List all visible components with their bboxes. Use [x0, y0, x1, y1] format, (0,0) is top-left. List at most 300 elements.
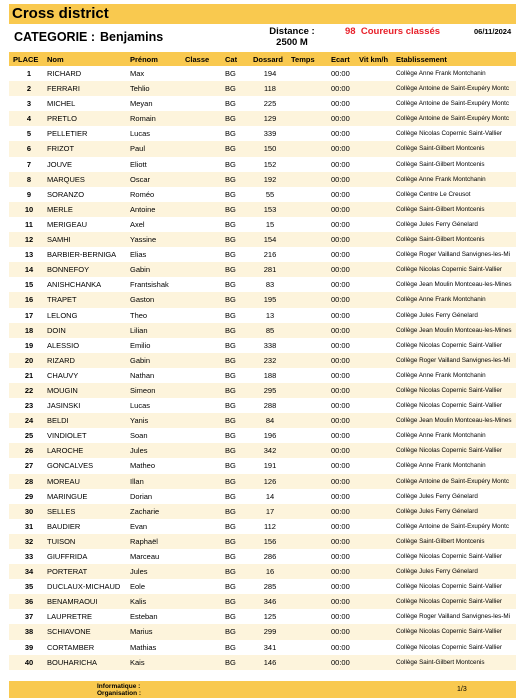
cell-ecart: 00:00 — [331, 99, 350, 109]
cell-nom: ANISHCHANKA — [47, 280, 102, 290]
cell-ecart: 00:00 — [331, 144, 350, 154]
cell-prenom: Eliott — [130, 159, 147, 169]
table-row — [9, 81, 516, 96]
table-row — [9, 262, 516, 277]
cell-cat: BG — [225, 461, 236, 471]
cell-nom: SCHIAVONE — [47, 627, 91, 637]
category-label: CATEGORIE : — [14, 30, 96, 44]
table-row — [9, 564, 516, 579]
cell-nom: MERLE — [47, 204, 73, 214]
cell-dossard: 191 — [263, 461, 277, 471]
cell-prenom: Paul — [130, 144, 146, 154]
cell-etab: Collège Anne Frank Montchanin — [396, 462, 486, 470]
cell-nom: VINDIOLET — [47, 431, 87, 441]
cell-dossard: 285 — [263, 582, 277, 592]
cell-cat: BG — [225, 521, 236, 531]
cell-etab: Collège Antoine de Saint-Exupéry Montc — [396, 477, 510, 485]
table-row — [9, 247, 516, 262]
cell-cat: BG — [225, 446, 236, 456]
cell-cat: BG — [225, 310, 236, 320]
cell-nom: BOUHARICHA — [47, 657, 98, 667]
cell-cat: BG — [225, 476, 236, 486]
cell-etab: Collège Saint-Gilbert Montcenis — [396, 160, 485, 168]
cell-prenom: Simeon — [130, 385, 156, 395]
cell-ecart: 00:00 — [331, 174, 350, 184]
cell-etab: Collège Nicolas Copernic Saint-Vallier — [396, 598, 502, 606]
table-row — [9, 202, 516, 217]
cell-dossard: 83 — [265, 280, 275, 290]
table-row — [9, 308, 516, 323]
cell-etab: Collège Nicolas Copernic Saint-Vallier — [396, 386, 502, 394]
cell-ecart: 00:00 — [331, 280, 350, 290]
category-value: Benjamins — [100, 30, 164, 44]
cell-dossard: 14 — [265, 491, 275, 501]
cell-nom: RIZARD — [47, 355, 75, 365]
table-row — [9, 157, 516, 172]
distance-label: Distance : — [269, 26, 315, 37]
cell-place: 30 — [24, 506, 34, 516]
cell-prenom: Axel — [130, 219, 145, 229]
col-ecart: Ecart — [331, 55, 350, 64]
cell-dossard: 17 — [265, 506, 275, 516]
table-row — [9, 428, 516, 443]
table-row — [9, 338, 516, 353]
runners-label: Coureurs classés — [360, 26, 441, 37]
cell-dossard: 192 — [263, 174, 277, 184]
cell-place: 31 — [24, 521, 34, 531]
cell-ecart: 00:00 — [331, 521, 350, 531]
cell-ecart: 00:00 — [331, 265, 350, 275]
col-vit: Vit km/h — [359, 55, 389, 64]
cell-etab: Collège Saint-Gilbert Montcenis — [396, 658, 485, 666]
cell-cat: BG — [225, 536, 236, 546]
cell-dossard: 84 — [265, 416, 275, 426]
cell-nom: MOUGIN — [47, 385, 78, 395]
cell-etab: Collège Antoine de Saint-Exupéry Montc — [396, 85, 510, 93]
table-row — [9, 534, 516, 549]
document-title: Cross district — [9, 4, 516, 24]
table-row — [9, 277, 516, 292]
cell-etab: Collège Roger Vailland Sanvignes-les-Mi — [396, 356, 510, 364]
cell-ecart: 00:00 — [331, 340, 350, 350]
cell-etab: Collège Nicolas Copernic Saint-Vallier — [396, 130, 502, 138]
cell-cat: BG — [225, 174, 236, 184]
cell-nom: PELLETIER — [47, 129, 88, 139]
cell-ecart: 00:00 — [331, 219, 350, 229]
cell-place: 22 — [24, 385, 34, 395]
table-row — [9, 323, 516, 338]
cell-cat: BG — [225, 552, 236, 561]
table-row — [9, 413, 516, 428]
cell-place: 6 — [26, 144, 32, 154]
cell-etab: Collège Anne Frank Montchanin — [396, 371, 486, 379]
cell-place: 39 — [24, 642, 34, 652]
cell-prenom: Jules — [130, 567, 148, 577]
cell-ecart: 00:00 — [331, 385, 350, 395]
cell-nom: TUISON — [47, 536, 76, 546]
cell-dossard: 232 — [263, 355, 277, 365]
cell-nom: GONCALVES — [47, 461, 94, 471]
cell-place: 13 — [24, 250, 34, 260]
cell-place: 17 — [24, 310, 34, 320]
cell-dossard: 281 — [263, 265, 277, 275]
table-row — [9, 172, 516, 187]
cell-nom: FERRARI — [47, 84, 80, 94]
cell-nom: FRIZOT — [47, 144, 75, 154]
cell-ecart: 00:00 — [331, 69, 350, 78]
cell-place: 7 — [26, 159, 32, 169]
cell-dossard: 196 — [263, 431, 277, 441]
cell-cat: BG — [225, 69, 236, 78]
runners-count-block — [345, 26, 440, 37]
cell-prenom: Jules — [130, 446, 148, 456]
col-nom: Nom — [47, 55, 64, 64]
cell-etab: Collège Jean Moulin Montceau-les-Mines — [396, 281, 512, 289]
cell-place: 14 — [24, 265, 34, 275]
cell-dossard: 126 — [263, 476, 277, 486]
cell-place: 40 — [24, 657, 34, 667]
table-row — [9, 368, 516, 383]
cell-etab: Collège Anne Frank Montchanin — [396, 432, 486, 440]
cell-place: 21 — [24, 370, 34, 380]
cell-prenom: Frantsishak — [130, 280, 169, 290]
cell-ecart: 00:00 — [331, 189, 350, 199]
cell-place: 18 — [24, 325, 34, 335]
table-row — [9, 111, 516, 126]
col-dossard: Dossard — [253, 55, 284, 64]
cell-nom: SELLES — [47, 506, 76, 516]
cell-etab: Collège Roger Vailland Sanvignes-les-Mi — [396, 251, 510, 259]
cell-nom: CHAUVY — [47, 370, 79, 380]
cell-cat: BG — [225, 627, 236, 637]
cell-prenom: Gabin — [130, 355, 151, 365]
col-temps: Temps — [291, 55, 315, 64]
cell-place: 15 — [24, 280, 34, 290]
footer-organisation: Organisation : — [97, 690, 142, 697]
cell-ecart: 00:00 — [331, 235, 350, 245]
cell-etab: Collège Jean Moulin Montceau-les-Mines — [396, 417, 512, 425]
cell-ecart: 00:00 — [331, 491, 350, 501]
cell-prenom: Oscar — [130, 174, 151, 184]
cell-nom: RICHARD — [47, 69, 82, 78]
cell-ecart: 00:00 — [331, 476, 350, 486]
cell-cat: BG — [225, 567, 236, 577]
cell-place: 26 — [24, 446, 34, 456]
cell-place: 12 — [24, 235, 34, 245]
cell-etab: Collège Saint-Gilbert Montcenis — [396, 205, 485, 213]
cell-etab: Collège Anne Frank Montchanin — [396, 175, 486, 183]
cell-place: 16 — [24, 295, 34, 305]
cell-nom: MARINGUE — [47, 491, 88, 501]
cell-ecart: 00:00 — [331, 114, 350, 124]
cell-prenom: Esteban — [130, 612, 158, 622]
cell-dossard: 146 — [263, 657, 277, 667]
cell-prenom: Antoine — [130, 204, 156, 214]
table-row — [9, 458, 516, 473]
cell-nom: DUCLAUX-MICHAUD — [47, 582, 121, 592]
cell-nom: BARBIER-BERNIGA — [47, 250, 117, 260]
cell-cat: BG — [225, 431, 236, 441]
cell-cat: BG — [225, 250, 236, 260]
table-row — [9, 640, 516, 655]
cell-dossard: 346 — [263, 597, 277, 607]
cell-nom: ALESSIO — [47, 340, 80, 350]
cell-etab: Collège Nicolas Copernic Saint-Vallier — [396, 266, 502, 274]
cell-ecart: 00:00 — [331, 627, 350, 637]
table-row — [9, 353, 516, 368]
cell-dossard: 13 — [265, 310, 275, 320]
cell-dossard: 55 — [265, 189, 275, 199]
cell-dossard: 152 — [263, 159, 277, 169]
cell-place: 35 — [24, 582, 34, 592]
cell-place: 29 — [24, 491, 34, 501]
cell-cat: BG — [225, 612, 236, 622]
cell-etab: Collège Nicolas Copernic Saint-Vallier — [396, 447, 502, 455]
cell-place: 24 — [24, 416, 34, 426]
cell-prenom: Soan — [130, 431, 148, 441]
cell-prenom: Kalis — [130, 597, 147, 607]
table-row — [9, 232, 516, 247]
cell-ecart: 00:00 — [331, 159, 350, 169]
cell-cat: BG — [225, 385, 236, 395]
cell-dossard: 154 — [263, 235, 277, 245]
cell-ecart: 00:00 — [331, 250, 350, 260]
cell-nom: JASINSKI — [47, 401, 81, 411]
col-classe: Classe — [185, 55, 210, 64]
cell-cat: BG — [225, 159, 236, 169]
cell-ecart: 00:00 — [331, 401, 350, 411]
cell-etab: Collège Nicolas Copernic Saint-Vallier — [396, 553, 502, 560]
cell-etab: Collège Jules Ferry Génelard — [396, 568, 478, 576]
cell-ecart: 00:00 — [331, 295, 350, 305]
cell-cat: BG — [225, 582, 236, 592]
runners-count: 98 — [345, 26, 356, 37]
cell-prenom: Marceau — [130, 552, 160, 561]
cell-cat: BG — [225, 235, 236, 245]
table-row — [9, 96, 516, 111]
cell-prenom: Yanis — [130, 416, 149, 426]
col-prenom: Prénom — [130, 55, 158, 64]
cell-dossard: 16 — [265, 567, 275, 577]
cell-prenom: Roméo — [130, 189, 155, 199]
col-place: PLACE — [13, 55, 39, 64]
cell-ecart: 00:00 — [331, 642, 350, 652]
cell-ecart: 00:00 — [331, 552, 350, 561]
cell-dossard: 341 — [263, 642, 277, 652]
cell-nom: BENAMRAOUI — [47, 597, 98, 607]
cell-place: 25 — [24, 431, 34, 441]
cell-etab: Collège Antoine de Saint-Exupéry Montc — [396, 522, 510, 530]
cell-ecart: 00:00 — [331, 461, 350, 471]
cell-prenom: Illan — [130, 476, 144, 486]
cell-dossard: 156 — [263, 536, 277, 546]
table-row — [9, 383, 516, 398]
cell-dossard: 194 — [263, 69, 277, 78]
cell-dossard: 286 — [263, 552, 277, 561]
cell-etab: Collège Saint-Gilbert Montcenis — [396, 145, 485, 153]
table-row — [9, 66, 516, 81]
cell-nom: BONNEFOY — [47, 265, 90, 275]
page-footer — [9, 681, 516, 698]
cell-place: 38 — [24, 627, 34, 637]
cell-etab: Collège Antoine de Saint-Exupéry Montc — [396, 100, 510, 108]
cell-cat: BG — [225, 219, 236, 229]
table-row — [9, 217, 516, 232]
cell-prenom: Romain — [130, 114, 156, 124]
cell-dossard: 118 — [264, 84, 276, 94]
table-row — [9, 187, 516, 202]
cell-place: 23 — [24, 401, 34, 411]
cell-place: 27 — [24, 461, 34, 471]
cell-place: 10 — [24, 204, 34, 214]
cell-dossard: 338 — [263, 340, 277, 350]
cell-cat: BG — [225, 355, 236, 365]
cell-nom: MOREAU — [47, 476, 80, 486]
cell-etab: Collège Jules Ferry Génelard — [396, 507, 478, 515]
cell-nom: BELDI — [47, 416, 69, 426]
table-row — [9, 519, 516, 534]
cell-dossard: 195 — [263, 295, 277, 305]
cell-etab: Collège Anne Frank Montchanin — [396, 70, 486, 77]
cell-place: 19 — [24, 340, 34, 350]
cell-nom: LAROCHE — [47, 446, 84, 456]
cell-nom: CORTAMBER — [47, 642, 95, 652]
cell-etab: Collège Nicolas Copernic Saint-Vallier — [396, 583, 502, 591]
table-row — [9, 398, 516, 413]
cell-cat: BG — [225, 642, 236, 652]
cell-ecart: 00:00 — [331, 657, 350, 667]
cell-prenom: Yassine — [130, 235, 157, 245]
cell-etab: Collège Nicolas Copernic Saint-Vallier — [396, 341, 502, 349]
cell-ecart: 00:00 — [331, 567, 350, 577]
cell-cat: BG — [225, 340, 236, 350]
table-row — [9, 489, 516, 504]
cell-cat: BG — [225, 657, 236, 667]
cell-etab: Collège Nicolas Copernic Saint-Vallier — [396, 643, 502, 651]
col-etablissement: Etablissement — [396, 55, 447, 64]
table-row — [9, 141, 516, 156]
cell-dossard: 85 — [265, 325, 275, 335]
cell-nom: BAUDIER — [47, 521, 81, 531]
cell-place: 9 — [26, 189, 32, 199]
table-row — [9, 126, 516, 141]
col-cat: Cat — [225, 55, 238, 64]
table-row — [9, 594, 516, 609]
cell-nom: LAUPRETRE — [47, 612, 93, 622]
cell-cat: BG — [225, 416, 236, 426]
cell-cat: BG — [225, 295, 236, 305]
cell-place: 8 — [26, 174, 32, 184]
cell-nom: JOUVE — [47, 159, 73, 169]
cell-place: 1 — [26, 69, 32, 78]
cell-place: 4 — [26, 114, 32, 124]
cell-nom: MERIGEAU — [47, 219, 88, 229]
cell-etab: Collège Centre Le Creusot — [396, 190, 471, 198]
cell-dossard: 15 — [265, 219, 275, 229]
cell-dossard: 153 — [263, 204, 277, 214]
cell-cat: BG — [225, 491, 236, 501]
cell-prenom: Elias — [130, 250, 147, 260]
cell-ecart: 00:00 — [331, 310, 350, 320]
cell-place: 34 — [24, 567, 34, 577]
cell-nom: MICHEL — [47, 99, 76, 109]
table-row — [9, 579, 516, 594]
cell-place: 37 — [24, 612, 34, 622]
cell-nom: LELONG — [47, 310, 78, 320]
cell-prenom: Max — [130, 69, 145, 78]
cell-etab: Collège Antoine de Saint-Exupéry Montc — [396, 115, 510, 123]
cell-dossard: 129 — [263, 114, 277, 124]
distance-block — [262, 26, 322, 48]
cell-ecart: 00:00 — [331, 84, 350, 94]
cell-ecart: 00:00 — [331, 431, 350, 441]
cell-nom: PRETLO — [47, 114, 78, 124]
cell-prenom: Nathan — [130, 370, 155, 380]
cell-etab: Collège Nicolas Copernic Saint-Vallier — [396, 402, 502, 410]
cell-place: 11 — [25, 219, 33, 229]
cell-place: 2 — [26, 84, 32, 94]
table-row — [9, 443, 516, 458]
cell-etab: Collège Jules Ferry Génelard — [396, 220, 478, 228]
cell-prenom: Dorian — [130, 491, 153, 501]
cell-cat: BG — [225, 280, 236, 290]
cell-place: 28 — [24, 476, 34, 486]
cell-place: 33 — [24, 552, 34, 561]
table-row — [9, 624, 516, 639]
cell-nom: SORANZO — [47, 189, 85, 199]
cell-prenom: Eole — [130, 582, 146, 592]
cell-nom: DOIN — [47, 325, 66, 335]
cell-cat: BG — [225, 189, 236, 199]
cell-ecart: 00:00 — [331, 597, 350, 607]
cell-ecart: 00:00 — [331, 536, 350, 546]
cell-etab: Collège Roger Vailland Sanvignes-les-Mi — [396, 613, 510, 621]
cell-dossard: 339 — [263, 129, 277, 139]
cell-prenom: Marius — [130, 627, 153, 637]
cell-dossard: 342 — [263, 446, 277, 456]
cell-ecart: 00:00 — [331, 612, 350, 622]
cell-ecart: 00:00 — [331, 446, 350, 456]
cell-prenom: Emilio — [130, 340, 151, 350]
cell-nom: MARQUES — [47, 174, 85, 184]
cell-nom: GIUFFRIDA — [47, 552, 88, 561]
cell-place: 3 — [26, 99, 32, 109]
cell-ecart: 00:00 — [331, 355, 350, 365]
cell-etab: Collège Jules Ferry Génelard — [396, 492, 478, 500]
cell-cat: BG — [225, 129, 236, 139]
cell-prenom: Lucas — [130, 129, 151, 139]
cell-dossard: 295 — [263, 385, 277, 395]
footer-informatique: Informatique : — [97, 683, 141, 690]
cell-place: 32 — [24, 536, 34, 546]
cell-place: 5 — [26, 129, 32, 139]
cell-dossard: 299 — [263, 627, 277, 637]
cell-cat: BG — [225, 597, 236, 607]
table-row — [9, 504, 516, 519]
cell-dossard: 150 — [263, 144, 277, 154]
cell-etab: Collège Anne Frank Montchanin — [396, 296, 486, 304]
cell-ecart: 00:00 — [331, 204, 350, 214]
cell-prenom: Kais — [130, 657, 145, 667]
cell-prenom: Zacharie — [130, 506, 160, 516]
cell-ecart: 00:00 — [331, 325, 350, 335]
cell-nom: TRAPET — [47, 295, 77, 305]
cell-cat: BG — [225, 370, 236, 380]
cell-prenom: Gaston — [130, 295, 155, 305]
cell-cat: BG — [225, 265, 236, 275]
cell-cat: BG — [225, 99, 236, 109]
distance-value: 2500 M — [276, 37, 308, 48]
